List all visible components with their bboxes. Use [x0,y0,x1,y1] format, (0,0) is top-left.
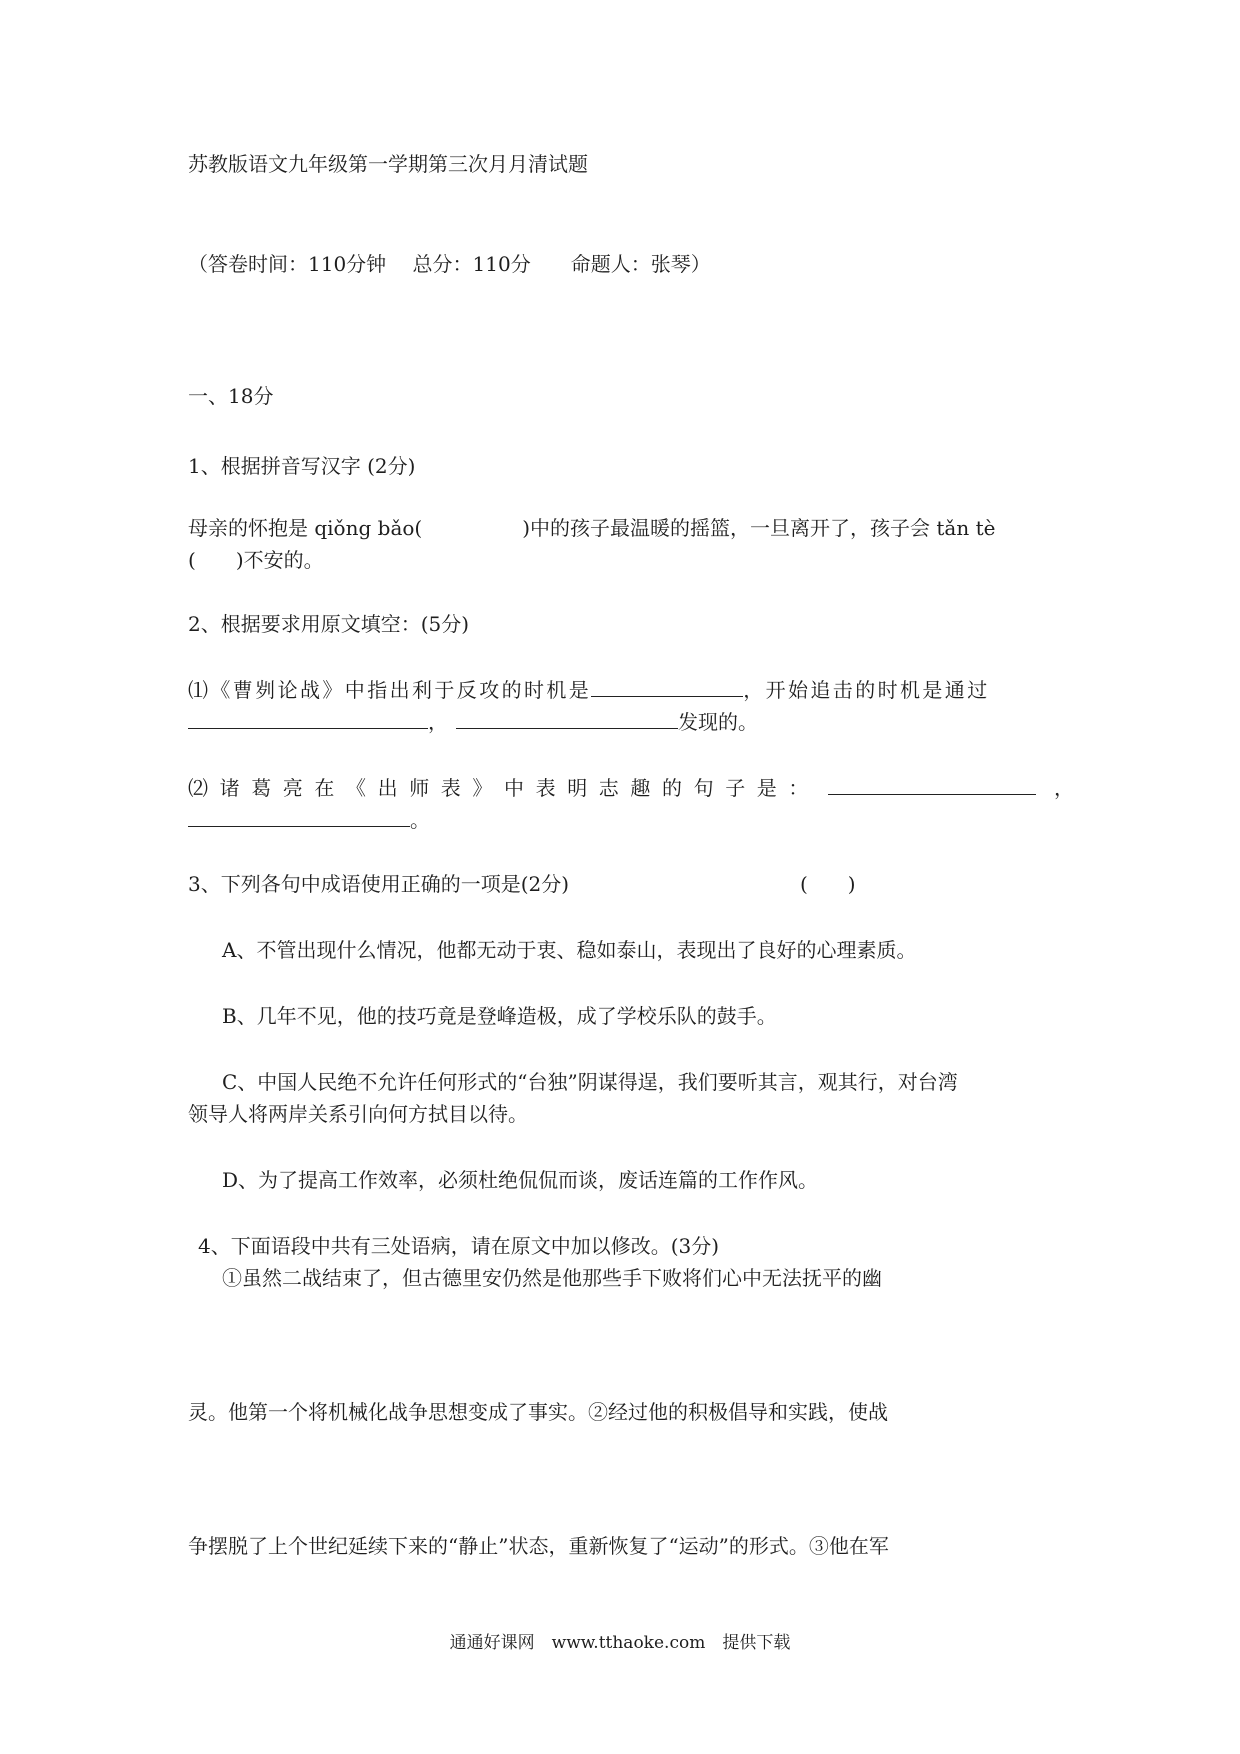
question-2-part-2-line-2 [188,806,430,834]
question-4-passage-line-3: 争摆脱了上个世纪延续下来的“静止”状态，重新恢复了“运动”的形式。③他在军 [188,1534,889,1558]
answer-blank[interactable] [828,776,1036,795]
option-c-line-1: C、中国人民绝不允许任何形式的“台独”阴谋得逞，我们要听其言，观其行，对台湾 [222,1070,958,1094]
question-3-heading: 3、下列各句中成语使用正确的一项是(2分) [188,872,570,896]
q2-p1-text-b: ，开始追击的时机是通过 [743,678,990,702]
q1-text-c: )不安的。 [235,548,324,572]
page-title: 苏教版语文九年级第一学期第三次月月清试题 [188,152,588,176]
question-2-part-2-line-1 [188,774,1074,802]
question-1-line-2 [188,546,324,574]
question-1-heading: 1、根据拼音写汉字 (2分) [188,454,416,478]
exam-info: （答卷时间：110分钟 总分：110分 命题人：张琴） [188,252,711,276]
question-2-part-1-line-2 [188,708,758,736]
answer-blank[interactable] [188,808,410,827]
option-d: D、为了提高工作效率，必须杜绝侃侃而谈，废话连篇的工作作风。 [222,1168,819,1192]
answer-blank[interactable] [591,678,743,697]
q2-p1-text-c: 发现的。 [678,710,758,734]
answer-blank[interactable] [188,710,428,729]
option-b: B、几年不见，他的技巧竟是登峰造极，成了学校乐队的鼓手。 [222,1004,777,1028]
question-4-passage-line-1: ①虽然二战结束了，但古德里安仍然是他那些手下败将们心中无法抚平的幽 [222,1266,882,1290]
question-4-passage-line-2: 灵。他第一个将机械化战争思想变成了事实。②经过他的积极倡导和实践，使战 [188,1400,888,1424]
question-4-heading: 4、下面语段中共有三处语病，请在原文中加以修改。(3分) [198,1234,720,1258]
question-2-heading: 2、根据要求用原文填空：(5分) [188,612,470,636]
q2-p2-comma: ， [1054,776,1074,800]
q1-text-b: )中的孩子最温暖的摇篮，一旦离开了，孩子会 tǎn tè [522,516,996,540]
question-2-part-1-line-1 [188,676,990,704]
page-footer: 通通好课网 www.tthaoke.com 提供下载 [449,1633,791,1653]
option-a: A、不管出现什么情况，他都无动于衷、稳如泰山，表现出了良好的心理素质。 [222,938,917,962]
q2-p2-period: 。 [410,808,430,832]
q2-p1-comma: ， [428,710,448,734]
option-c-line-2: 领导人将两岸关系引向何方拭目以待。 [188,1102,528,1126]
q2-p1-text-a: ⑴《曹刿论战》中指出利于反攻的时机是 [188,678,592,702]
question-1-line-1 [188,514,995,542]
answer-blank[interactable] [456,710,678,729]
q2-p2-text: ⑵诸葛亮在《出师表》中表明志趣的句子是： [188,776,820,800]
q1-paren-open: ( [188,548,196,572]
section-heading: 一、18分 [188,384,274,408]
q1-text-a: 母亲的怀抱是 qiǒng bǎo( [188,516,423,540]
answer-parentheses[interactable]: ( ) [800,872,856,896]
